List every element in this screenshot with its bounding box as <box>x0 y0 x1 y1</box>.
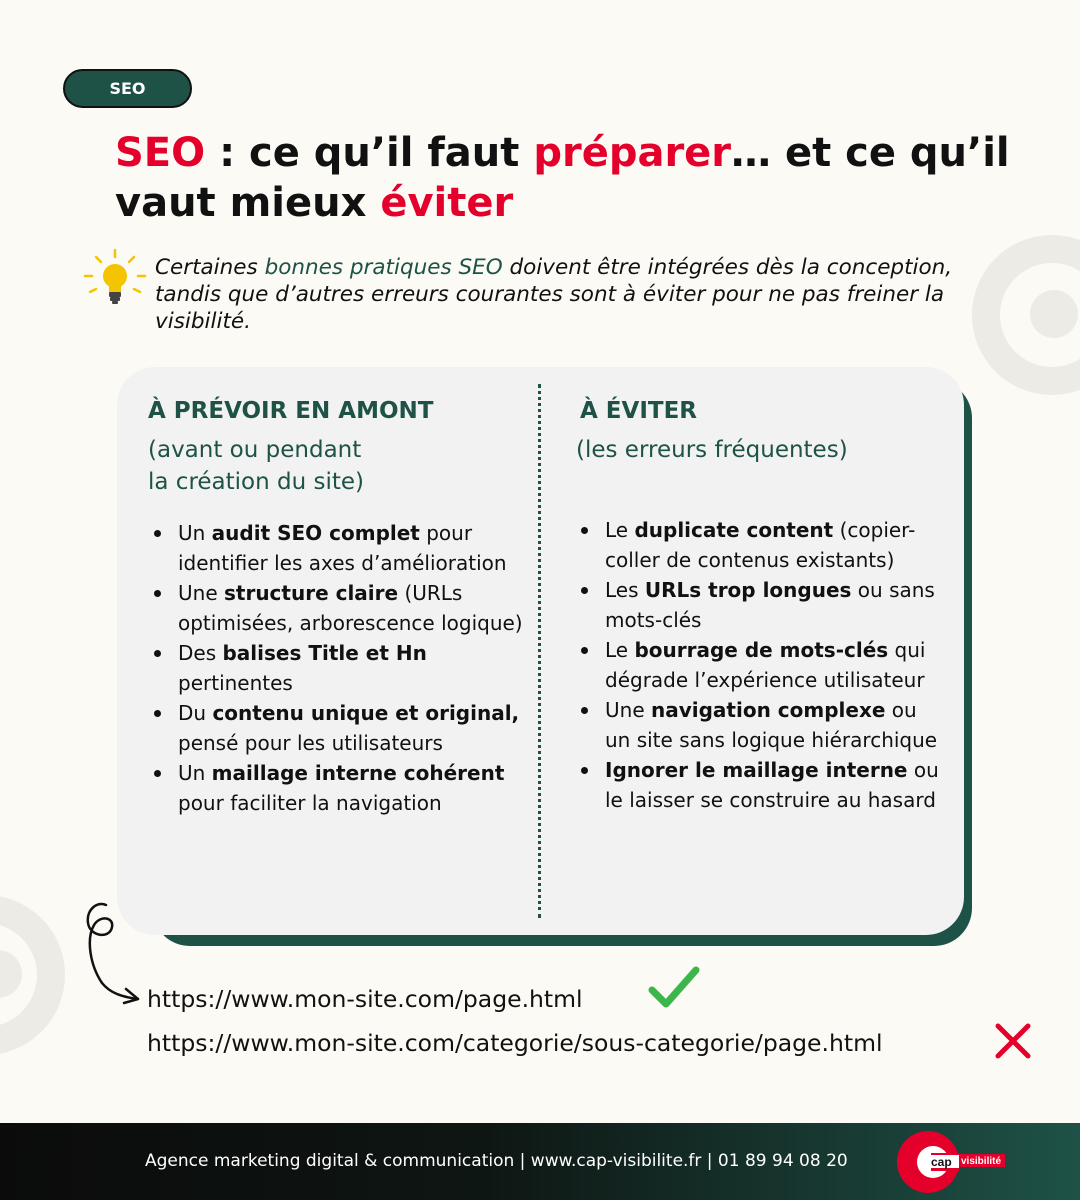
item-text: pour identifier les axes d’amélioration <box>178 521 507 575</box>
checkmark-icon <box>648 966 700 1010</box>
item-text: pertinentes <box>178 671 293 695</box>
title-preparer: préparer <box>533 130 732 176</box>
item-bold: structure claire <box>223 581 399 605</box>
intro-text-part: Certaines <box>155 255 265 280</box>
footer-bar <box>0 1123 1080 1200</box>
item-text: (copier-coller de contenus existants) <box>605 518 916 572</box>
item-bold: navigation complexe <box>650 698 886 722</box>
item-bold: bourrage de mots-clés <box>634 638 889 662</box>
list-item <box>577 515 942 575</box>
item-text: ou sans mots-clés <box>605 578 935 632</box>
category-tag: SEO <box>63 69 192 108</box>
title-eviter: éviter <box>380 180 514 226</box>
list-item <box>150 758 525 818</box>
item-text: qui dégrade l’expérience utilisateur <box>605 638 926 692</box>
item-text: Le <box>605 638 635 662</box>
intro-highlight: bonnes pratiques SEO <box>264 255 503 280</box>
item-text: ou un site sans logique hiérarchique <box>605 698 938 752</box>
item-text: Des <box>178 641 223 665</box>
list-item <box>150 698 525 758</box>
item-bold: balises Title et Hn <box>222 641 427 665</box>
lightbulb-icon <box>82 248 148 310</box>
intro-text-part: doivent être intégrées dès la conception, tandis que d’autres erreurs courantes sont à éviter pour ne pas freiner la visibilité. <box>155 255 953 334</box>
left-column-title: À PRÉVOIR EN AMONT <box>148 398 434 424</box>
bad-url-example: https://www.mon-site.com/categorie/sous-categorie/page.html <box>147 1029 883 1057</box>
item-text: Le <box>605 518 635 542</box>
list-item <box>150 578 525 638</box>
item-text: Du <box>178 701 213 725</box>
right-list <box>577 515 942 815</box>
item-bold: maillage interne cohérent <box>211 761 505 785</box>
item-bold: duplicate content <box>634 518 834 542</box>
title-seo: SEO <box>115 130 206 176</box>
item-bold: Ignorer le maillage interne <box>605 758 908 782</box>
item-text: Une <box>178 581 224 605</box>
cap-visibilite-logo <box>895 1131 1010 1193</box>
list-item <box>577 755 942 815</box>
right-column-subtitle: (les erreurs fréquentes) <box>576 437 848 463</box>
item-text: Les <box>605 578 645 602</box>
page-title <box>115 128 1015 228</box>
list-item <box>150 518 525 578</box>
list-item <box>577 695 942 755</box>
logo-cap-text: cap <box>931 1155 952 1169</box>
curved-arrow-icon <box>80 895 150 1005</box>
left-subtitle-line: la création du site) <box>148 469 365 495</box>
item-text: pensé pour les utilisateurs <box>178 731 443 755</box>
title-text: : ce qu’il faut <box>205 130 534 176</box>
right-column-title: À ÉVITER <box>580 398 697 424</box>
item-text: Un <box>178 761 212 785</box>
item-text: ou le laisser se construire au hasard <box>605 758 939 812</box>
column-divider <box>538 384 541 918</box>
list-item <box>577 635 942 695</box>
item-bold: audit SEO complet <box>211 521 420 545</box>
decorative-dot <box>1030 290 1078 338</box>
left-subtitle-line: (avant ou pendant <box>148 437 362 463</box>
item-text: (URLs optimisées, arborescence logique) <box>178 581 523 635</box>
item-text: Un <box>178 521 212 545</box>
title-text: … et ce qu’il vaut mieux <box>115 130 1010 226</box>
item-bold: contenu unique et original, <box>212 701 520 725</box>
footer-contact-text: Agence marketing digital & communication | www.cap-visibilite.fr | 01 89 94 08 20 <box>145 1151 848 1171</box>
item-text: Une <box>605 698 651 722</box>
good-url-example: https://www.mon-site.com/page.html <box>147 985 583 1013</box>
list-item <box>150 638 525 698</box>
item-bold: URLs trop longues <box>644 578 852 602</box>
intro-text <box>155 254 1015 335</box>
left-list <box>150 518 525 818</box>
list-item <box>577 575 942 635</box>
item-text: pour faciliter la navigation <box>178 791 442 815</box>
left-column-subtitle <box>148 434 364 498</box>
logo-visibilite-text: visibilité <box>961 1156 1002 1167</box>
cross-icon <box>994 1022 1032 1060</box>
